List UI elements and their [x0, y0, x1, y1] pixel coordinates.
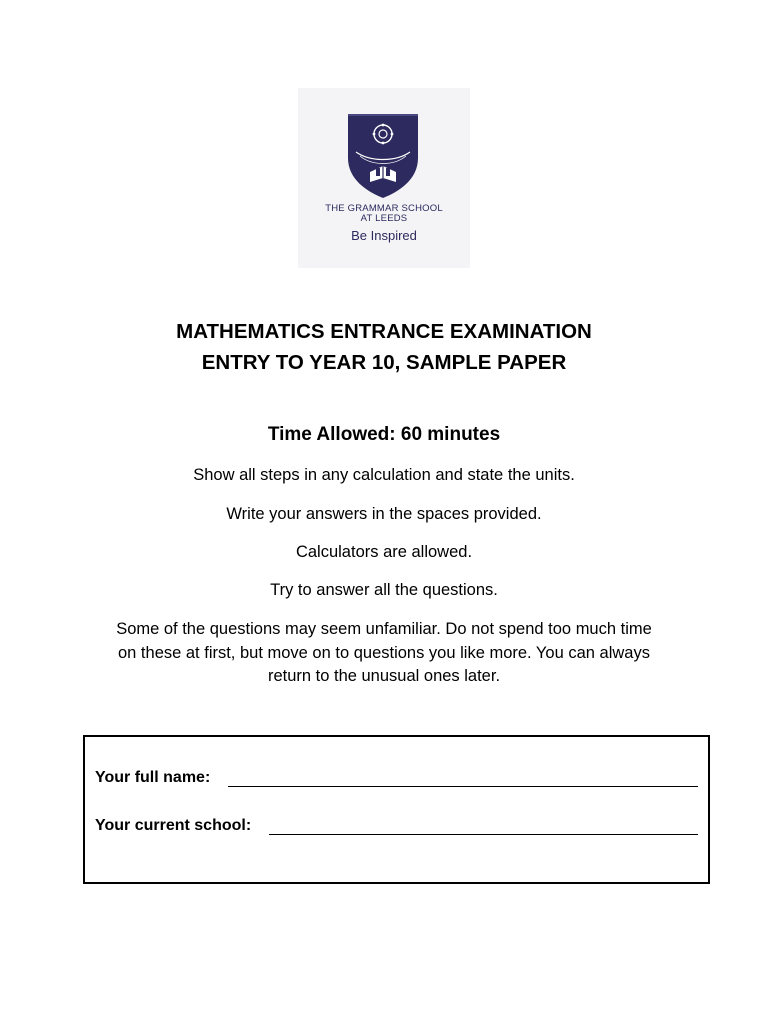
time-allowed: Time Allowed: 60 minutes — [267, 424, 501, 445]
logo-school-name-line1: THE GRAMMAR SCHOOL — [325, 203, 443, 214]
current-school-field[interactable] — [269, 834, 698, 835]
current-school-label: Your current school: — [95, 817, 252, 834]
instruction-item: Try to answer all the questions. — [270, 581, 498, 599]
exam-subtitle: ENTRY TO YEAR 10, SAMPLE PAPER — [201, 351, 567, 374]
full-name-label: Your full name: — [95, 769, 211, 786]
instruction-item: Show all steps in any calculation and state the units. — [193, 466, 575, 484]
logo-school-name-line2: AT LEEDS — [360, 213, 408, 224]
logo-tagline: Be Inspired — [351, 228, 417, 243]
school-crest-icon — [346, 112, 420, 200]
candidate-details-box — [83, 735, 710, 884]
instruction-item: Some of the questions may seem unfamiliar. Do not spend too much time on these at first, but move on to questions you like more. You can always return to the unusual ones later. — [116, 620, 652, 685]
exam-title: MATHEMATICS ENTRANCE EXAMINATION — [176, 320, 592, 343]
instruction-item: Calculators are allowed. — [295, 543, 473, 561]
school-logo — [298, 88, 470, 268]
full-name-field[interactable] — [228, 786, 698, 787]
instruction-item: Write your answers in the spaces provided. — [226, 505, 542, 523]
